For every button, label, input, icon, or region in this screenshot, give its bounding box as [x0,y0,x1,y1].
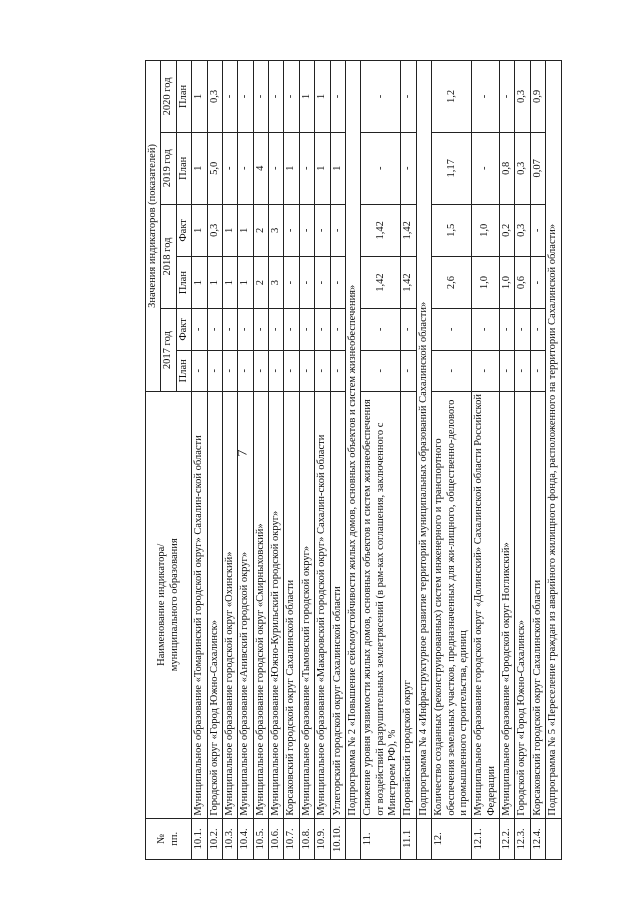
value-cell: 1,42 [361,256,401,308]
value-cell: 3 [269,204,284,256]
row-number: 10.4. [238,818,253,859]
value-cell: - [330,350,345,391]
section-title: Подпрограмма № 2 «Повышение сейсмоустойчивости жилых домов, основных объектов и систем жизнеобеспечения» [345,61,360,819]
row-number: 11.1 [401,818,416,859]
table-row [472,61,500,860]
value-cell: - [207,350,222,391]
value-cell: 1 [315,132,330,204]
header-plan: План [176,350,191,391]
value-cell: - [238,61,253,133]
value-cell: 0,3 [207,61,222,133]
row-number: 12.1. [472,818,500,859]
value-cell: 1 [192,132,207,204]
value-cell: - [284,61,299,133]
table-body [192,61,561,860]
section-empty-cell [546,818,561,859]
header-year-2019: 2019 год [161,132,176,204]
value-cell: - [500,309,515,350]
section-title: Подпрограмма № 4 «Инфраструктурное развитие территорий муниципальных образований Сахалинской области» [416,61,431,819]
value-cell: - [299,132,314,204]
table-row [284,61,299,860]
row-name: Корсаковский городской округ Сахалинской области [530,391,545,818]
table-row [401,61,416,860]
value-cell: - [222,309,237,350]
header-fact: Факт [176,309,191,350]
header-fact: Факт [176,204,191,256]
value-cell: - [315,309,330,350]
row-number: 11. [361,818,401,859]
table-row [299,61,314,860]
value-cell: - [315,256,330,308]
row-number: 10.3. [222,818,237,859]
header-values-title: Значения индикаторов (показателей) [146,61,161,392]
row-number: 10.10. [330,818,345,859]
value-cell: - [361,132,401,204]
header-num: № пп. [146,818,192,859]
row-name: Углегорский городской округ Сахалинской области [330,391,345,818]
section-row [546,61,561,860]
value-cell: 2 [253,256,268,308]
value-cell: - [269,61,284,133]
value-cell: 1 [238,204,253,256]
value-cell: 0,3 [515,61,530,133]
value-cell: 1 [192,204,207,256]
row-name: Городской округ «Город Южно-Сахалинск» [207,391,222,818]
row-number: 12.2. [500,818,515,859]
value-cell: - [401,350,416,391]
section-empty-cell [416,818,431,859]
value-cell: - [192,350,207,391]
row-name: Муниципальное образование городской округ «Смирныховский» [253,391,268,818]
table-row [530,61,545,860]
value-cell: 4 [253,132,268,204]
value-cell: - [361,350,401,391]
value-cell: - [299,204,314,256]
value-cell: 0,3 [515,132,530,204]
value-cell: - [530,350,545,391]
row-number: 10.5. [253,818,268,859]
value-cell: 1,2 [432,61,472,133]
value-cell: - [361,309,401,350]
value-cell: - [284,350,299,391]
value-cell: - [284,256,299,308]
value-cell: 1 [299,61,314,133]
row-number: 10.1. [192,818,207,859]
table-row [207,61,222,860]
row-number: 10.6. [269,818,284,859]
value-cell: - [515,350,530,391]
value-cell: - [269,132,284,204]
header-year-2020: 2020 год [161,61,176,133]
value-cell: 1 [192,61,207,133]
value-cell: - [222,350,237,391]
section-empty-cell [345,818,360,859]
section-title: Подпрограмма № 5 «Переселение граждан из аварийного жилищного фонда, расположенного на территории Сахалинской области» [546,61,561,819]
value-cell: - [253,350,268,391]
value-cell: - [401,61,416,133]
value-cell: - [472,309,500,350]
value-cell: 1 [222,256,237,308]
value-cell: - [315,350,330,391]
value-cell: - [238,350,253,391]
table-row [432,61,472,860]
value-cell: 1 [207,256,222,308]
value-cell: - [432,350,472,391]
value-cell: - [472,132,500,204]
value-cell: 1,0 [472,256,500,308]
table-row [361,61,401,860]
value-cell: 1 [192,256,207,308]
table-row [330,61,345,860]
row-name: Количество созданных (реконструированных) систем инженерного и транспортного обеспечения земельных участков, предназначенных для жи-лищного, общественно-делового и промышленного строительства, единиц [432,391,472,818]
value-cell: 0,07 [530,132,545,204]
value-cell: 0,9 [530,61,545,133]
row-name: Муниципальное образование «Томаринский городской округ» Сахалин-ской области [192,391,207,818]
value-cell: 1,42 [401,204,416,256]
row-number: 12. [432,818,472,859]
value-cell: - [238,132,253,204]
value-cell: - [330,309,345,350]
page-number: 7 [235,449,251,457]
table-row [315,61,330,860]
row-name: Муниципальное образование городской округ «Охинский» [222,391,237,818]
value-cell: - [432,309,472,350]
value-cell: - [401,309,416,350]
table-row [192,61,207,860]
value-cell: - [284,204,299,256]
row-number: 10.2. [207,818,222,859]
row-name: Муниципальное образование «Городской округ Ногликский» [500,391,515,818]
value-cell: - [515,309,530,350]
value-cell: 0,2 [500,204,515,256]
value-cell: 2,6 [432,256,472,308]
row-number: 10.9. [315,818,330,859]
value-cell: 1,17 [432,132,472,204]
value-cell: - [253,309,268,350]
value-cell: - [361,61,401,133]
value-cell: 1 [284,132,299,204]
value-cell: - [330,256,345,308]
value-cell: - [299,309,314,350]
value-cell: - [222,132,237,204]
value-cell: - [299,256,314,308]
row-name: Муниципальное образование «Южно-Курильский городской округ» [269,391,284,818]
value-cell: - [500,350,515,391]
value-cell: 5,0 [207,132,222,204]
value-cell: 2 [253,204,268,256]
value-cell: 1,5 [432,204,472,256]
value-cell: - [269,350,284,391]
header-plan: План [176,132,191,204]
header-plan: План [176,61,191,133]
value-cell: - [315,204,330,256]
table-row [222,61,237,860]
row-name: Муниципальное образование «Тымовский городской округ» [299,391,314,818]
value-cell: - [330,61,345,133]
section-row [345,61,360,860]
value-cell: 1,0 [500,256,515,308]
value-cell: - [192,309,207,350]
value-cell: - [330,204,345,256]
value-cell: 1,42 [401,256,416,308]
value-cell: - [253,61,268,133]
value-cell: - [299,350,314,391]
value-cell: - [500,61,515,133]
value-cell: 1,42 [361,204,401,256]
value-cell: - [472,350,500,391]
value-cell: 1 [238,256,253,308]
table-row [269,61,284,860]
row-name: Поронайский городской округ [401,391,416,818]
row-name: Снижение уровня уязвимости жилых домов, основных объектов и систем жизнеобеспечения от воздействий разрушительных землетрясений (в рам-ках соглашения, заключенного с Минстроем РФ), % [361,391,401,818]
table-row [515,61,530,860]
row-name: Муниципальное образование «Макаровский городской округ» Сахалин-ской области [315,391,330,818]
value-cell: 3 [269,256,284,308]
row-number: 12.4. [530,818,545,859]
value-cell: 1 [222,204,237,256]
value-cell: - [222,61,237,133]
value-cell: 1,0 [472,204,500,256]
value-cell: - [238,309,253,350]
header-name: Наименование индикатора/ муниципального образования [146,391,192,818]
row-number: 10.7. [284,818,299,859]
header-year-2017: 2017 год [161,309,176,392]
value-cell: 1 [315,61,330,133]
row-number: 12.3. [515,818,530,859]
indicator-table-container [145,60,562,860]
row-name: Муниципальное образование «Анивский городской округ» [238,391,253,818]
value-cell: - [284,309,299,350]
header-year-2018: 2018 год [161,204,176,309]
row-name: Городской округ «Город Южно-Сахалинск» [515,391,530,818]
table-row [253,61,268,860]
value-cell: 1 [330,132,345,204]
value-cell: - [401,132,416,204]
value-cell: 0,6 [515,256,530,308]
value-cell: 0,3 [515,204,530,256]
value-cell: 0,8 [500,132,515,204]
value-cell: - [530,256,545,308]
row-name: Корсаковский городской округ Сахалинской области [284,391,299,818]
value-cell: - [207,309,222,350]
section-row [416,61,431,860]
table-row [500,61,515,860]
table-row [238,61,253,860]
row-number: 10.8. [299,818,314,859]
value-cell: - [269,309,284,350]
value-cell: 0,3 [207,204,222,256]
row-name: Муниципальное образование городской округ «Долинский» Сахалинской области Российской Федерации [472,391,500,818]
value-cell: - [472,61,500,133]
header-plan: План [176,256,191,308]
value-cell: - [530,309,545,350]
indicator-table [145,60,562,860]
value-cell: - [530,204,545,256]
